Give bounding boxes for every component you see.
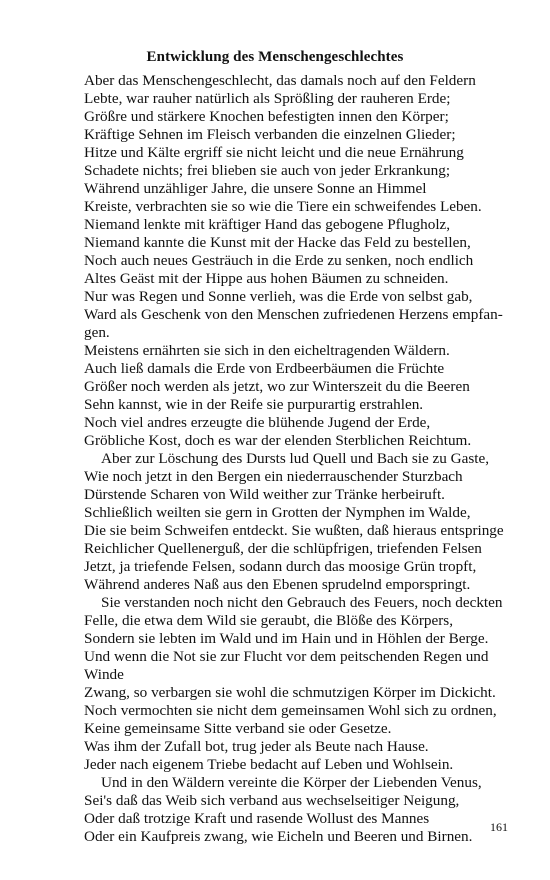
verse-line: Aber das Menschengeschlecht, das damals noch auf den Feldern [84, 72, 476, 89]
verse-line: Und in den Wäldern vereinte die Körper der Liebenden Venus, [101, 774, 482, 791]
verse-line: Jeder nach eigenem Triebe bedacht auf Leben und Wohlsein. [84, 756, 454, 773]
verse-line: Lebte, war rauher natürlich als Sprößling der rauheren Erde; [84, 90, 451, 107]
poem-text [84, 72, 509, 846]
verse-line: Sondern sie lebten im Wald und im Hain und in Höhlen der Berge. [84, 630, 489, 647]
verse-line: Noch viel andres erzeugte die blühende Jugend der Erde, [84, 414, 431, 431]
verse-line: Die sie beim Schweifen entdeckt. Sie wußten, daß hieraus entspringe [84, 522, 504, 539]
verse-line: gen. [84, 324, 110, 341]
verse-line: Niemand lenkte mit kräftiger Hand das gebogene Pflugholz, [84, 216, 451, 233]
verse-line: Oder ein Kaufpreis zwang, wie Eicheln und Beeren und Birnen. [84, 828, 473, 845]
verse-line: Noch vermochten sie nicht dem gemeinsamen Wohl sich zu ordnen, [84, 702, 497, 719]
verse-line: Noch auch neues Gesträuch in die Erde zu senken, noch endlich [84, 252, 474, 269]
verse-line: Dürstende Scharen von Wild weither zur Tränke herbeiruft. [84, 486, 445, 503]
verse-line: Was ihm der Zufall bot, trug jeder als Beute nach Hause. [84, 738, 429, 755]
verse-line: Altes Geäst mit der Hippe aus hohen Bäumen zu schneiden. [84, 270, 449, 287]
verse-line: Zwang, so verbargen sie wohl die schmutzigen Körper im Dickicht. [84, 684, 496, 701]
verse-line: Und wenn die Not sie zur Flucht vor dem peitschenden Regen und [84, 648, 489, 665]
verse-line: Aber zur Löschung des Dursts lud Quell und Bach sie zu Gaste, [101, 450, 490, 467]
verse-line: Keine gemeinsame Sitte verband sie oder Gesetze. [84, 720, 392, 737]
verse-line: Während anderes Naß aus den Ebenen sprudelnd emporspringt. [84, 576, 471, 593]
verse-line: Schließlich weilten sie gern in Grotten der Nymphen im Walde, [84, 504, 471, 521]
chapter-title: Entwicklung des Menschengeschlechtes [146, 49, 404, 65]
verse-line: Winde [84, 666, 124, 683]
verse-line: Sie verstanden noch nicht den Gebrauch des Feuers, noch deckten [101, 594, 503, 611]
verse-line: Meistens ernährten sie sich in den eicheltragenden Wäldern. [84, 342, 450, 359]
verse-line: Ward als Geschenk von den Menschen zufriedenen Herzens empfan- [84, 306, 503, 323]
verse-line: Hitze und Kälte ergriff sie nicht leicht und die neue Ernährung [84, 144, 464, 161]
verse-line: Kräftige Sehnen im Fleisch verbanden die einzelnen Glieder; [84, 126, 456, 143]
verse-line: Nur was Regen und Sonne verlieh, was die Erde von selbst gab, [84, 288, 473, 305]
verse-line: Niemand kannte die Kunst mit der Hacke das Feld zu bestellen, [84, 234, 471, 251]
verse-line: Oder daß trotzige Kraft und rasende Wollust des Mannes [84, 810, 430, 827]
verse-line: Jetzt, ja triefende Felsen, sodann durch das moosige Grün tropft, [84, 558, 477, 575]
verse-line: Größer noch werden als jetzt, wo zur Winterszeit du die Beeren [84, 378, 470, 395]
verse-line: Kreiste, verbrachten sie so wie die Tiere ein schweifendes Leben. [84, 198, 482, 215]
page-number: 161 [490, 820, 508, 834]
verse-line: Sei's daß das Weib sich verband aus wechselseitiger Neigung, [84, 792, 460, 809]
verse-line: Wie noch jetzt in den Bergen ein niederrauschender Sturzbach [84, 468, 463, 485]
verse-line: Reichlicher Quellenerguß, der die schlüpfrigen, triefenden Felsen [84, 540, 482, 557]
verse-line: Größre und stärkere Knochen befestigten innen den Körper; [84, 108, 449, 125]
verse-line: Schadete nichts; frei blieben sie auch von jeder Erkrankung; [84, 162, 451, 179]
verse-line: Felle, die etwa dem Wild sie geraubt, die Blöße des Körpers, [84, 612, 453, 629]
verse-line: Gröbliche Kost, doch es war der elenden Sterblichen Reichtum. [84, 432, 472, 449]
verse-line: Sehn kannst, wie in der Reife sie purpurartig erstrahlen. [84, 396, 424, 413]
verse-line: Während unzähliger Jahre, die unsere Sonne an Himmel [84, 180, 427, 197]
verse-line: Auch ließ damals die Erde von Erdbeerbäumen die Früchte [84, 360, 445, 377]
